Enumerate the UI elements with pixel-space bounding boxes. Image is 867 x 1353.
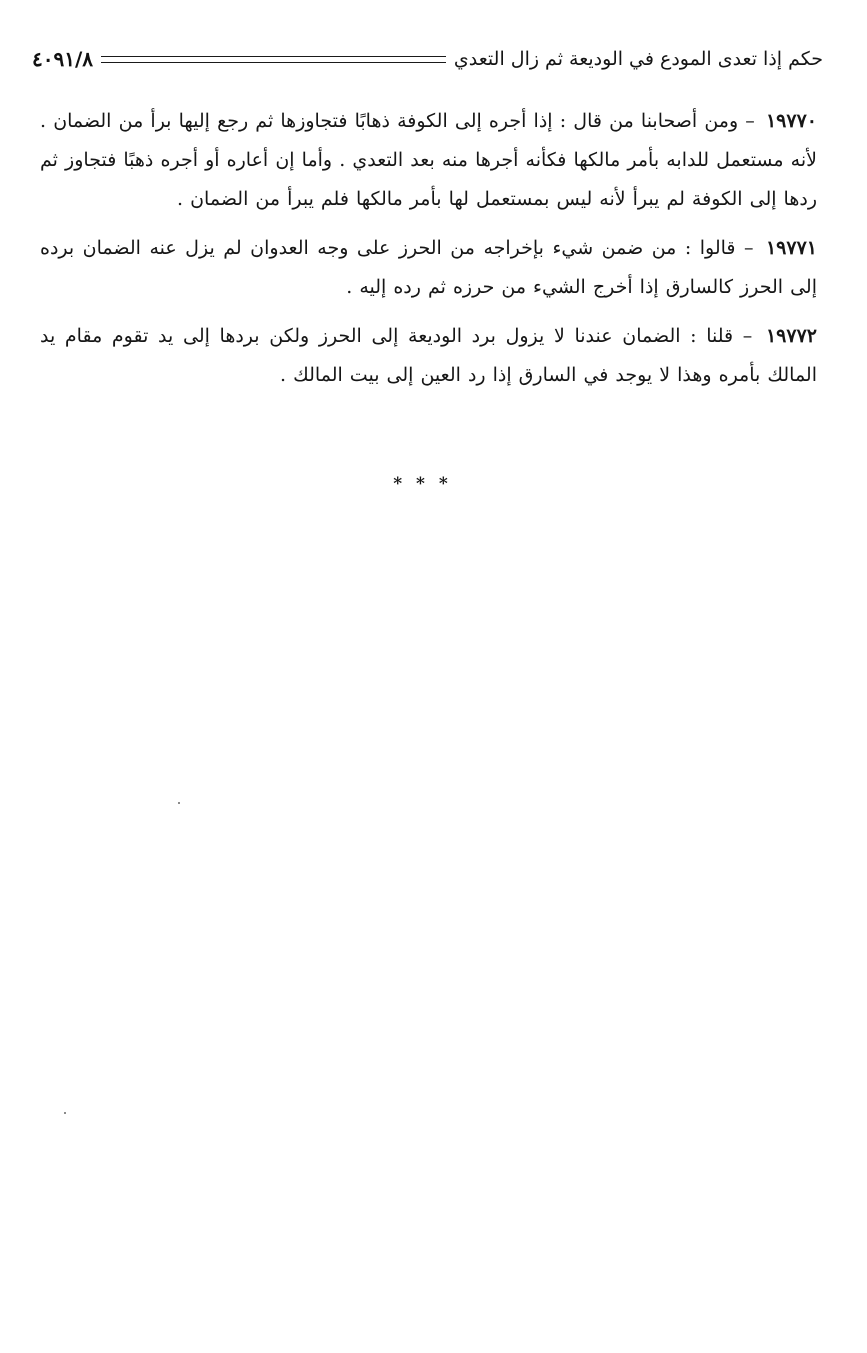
page-header (32, 42, 823, 76)
page-number: ٤٠٩١/٨ (32, 47, 94, 71)
paragraph-text: – ومن أصحابنا من قال : إذا أجره إلى الكوفة ذهابًا فتجاوزها ثم رجع إليها برأ من الضمان . لأنه مستعمل للدابه بأمر مالكها فكأنه أجرها منه بعد التعدي . وأما إن أعاره أو أجره ذهبًا فتجاوز ثم ردها إلى الكوفة لم يبرأ لأنه ليس بمستعمل لها بأمر مالكها فلم يبرأ من الضمان . (40, 110, 817, 210)
paragraph-number: ١٩٧٧٠ (765, 110, 817, 132)
paragraph-19770 (40, 102, 817, 219)
paragraph-text: – قلنا : الضمان عندنا لا يزول برد الوديعة إلى الحرز ولكن بردها إلى يد تقوم مقام يد المالك بأمره وهذا لا يوجد في السارق إذا رد العين إلى بيت المالك . (40, 325, 817, 386)
header-rule (101, 56, 446, 63)
paragraph-19771 (40, 229, 817, 307)
scan-speck (64, 1112, 66, 1114)
paragraph-19772 (40, 317, 817, 395)
paragraph-text: – قالوا : من ضمن شيء بإخراجه من الحرز على وجه العدوان لم يزل عنه الضمان برده إلى الحرز كالسارق إذا أخرج الشيء من حرزه ثم رده إليه . (40, 237, 817, 298)
scan-speck (178, 802, 180, 804)
section-separator: * * * (393, 474, 452, 494)
body-text (40, 102, 817, 405)
paragraph-number: ١٩٧٧٢ (765, 325, 817, 347)
paragraph-number: ١٩٧٧١ (765, 237, 817, 259)
running-title: حكم إذا تعدى المودع في الوديعة ثم زال التعدي (453, 48, 823, 70)
